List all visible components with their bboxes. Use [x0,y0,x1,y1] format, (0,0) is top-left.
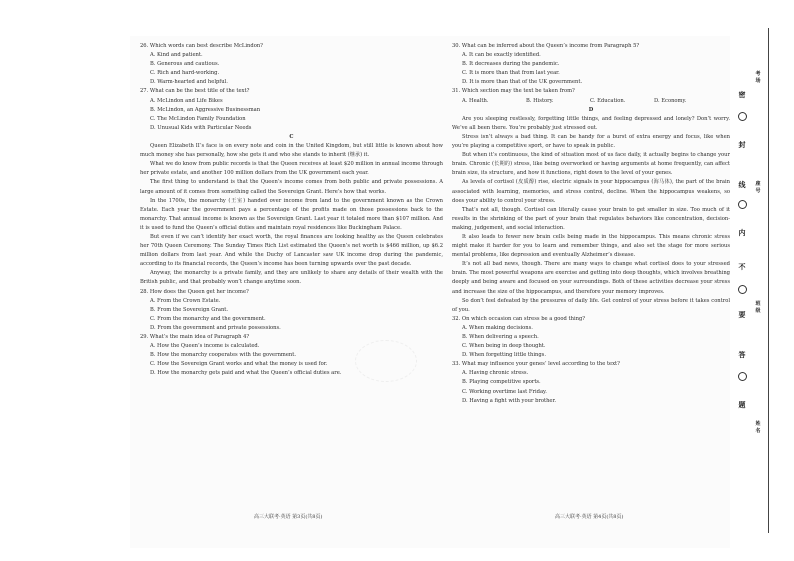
option-27c: C. The McLindon Family Foundation [150,115,246,122]
binding-circle-icon [738,285,747,294]
option-33c: C. Working overtime last Friday. [462,388,547,395]
binding-char: 不 [738,262,746,271]
paragraph: It also leads to fewer new brain cells being made in the hippocampus. This means chronic stress might make it harder for you to learn and remember things, and also set the stage for more serious mental problems, like depression and eventually Alzheimer’s disease. [452,233,730,259]
paragraph: But when it’s continuous, the kind of situation most of us face daily, it actually begins to change your brain. Chronic (长期的) stress, like being overworked or having arguments at home frequently, can affect brain size, its structure, and how it functions, right down to the level of your genes. [452,152,730,177]
option-29a: A. How the Queen’s income is calculated. [150,343,260,350]
binding-circle-icon [738,112,747,121]
option-32c: C. When being in deep thought. [462,343,546,350]
option-27a: A. McLindon and Life Bikes [150,97,223,104]
option-26b: B. Generous and cautious. [150,61,220,68]
binding-circle-icon [738,372,747,381]
option-33b: B. Playing competitive sports. [462,379,541,386]
option-32b: B. When delivering a speech. [462,334,539,340]
option-26d: D. Warm-hearted and helpful. [150,79,228,86]
paragraph: So don’t feel defeated by the pressures of daily life. Get control of your stress before it takes control of you. [452,297,730,313]
binding-char: 要 [738,310,746,319]
binding-label: 姓名 [755,421,761,434]
question-33: 33. What may influence your genes’ level according to the text? [452,361,620,368]
paragraph: In the 1700s, the monarchy (王室) handed over income from land to the government known as the Crown Estate. Each year the government pays a percentage of the profits made on those possessions back to the monarchy. That annual income is known as the Sovereign Grant. Last year it totaled more than $107 million. And it is used to fund the Queen’s official duties and maintain royal residences like Buckingham Palace. [140,197,443,231]
option-31c: C. Education. [590,97,626,104]
paragraph: Stress isn’t always a bad thing. It can be handy for a burst of extra energy and focus, like when you’re playing a competitive sport, or have to speak in public. [452,133,730,150]
paragraph: It’s not all bad news, though. There are many ways to change what cortisol does to your stressed brain. The most powerful weapons are exercise and getting into deep thoughts, which involves breathing deeply and being aware and focused on your surroundings. Both of these activities decrease your stress and increase the size of the hippocampus, and therefore your memory improves. [452,261,730,295]
question-31: 31. Which section may the text be taken from? [452,88,575,95]
paragraph: As levels of cortisol (皮质醇) rise, electric signals in your hippocampus (海马体), the part of the brain associated with learning, memories, and stress control, decline. When the hippocampus weakens, so does your ability to control your stress. [452,179,730,204]
option-30d: D. It is more than that of the UK government. [462,79,583,86]
option-31d: D. Economy. [654,97,687,104]
paragraph: But even if we can’t identify her exact worth, the royal finances are looking healthy as the Queen celebrates her 70th Queen Ceremony. The Sunday Times Rich List estimated the Queen’s net worth is $466 million, up $6.2 million dollars from last year. And while the Duchy of Lancaster saw UK income drop during the pandemic, according to its financial records, the Queen’s income has been turning upwards over the past decade. [140,233,443,268]
option-28a: A. From the Crown Estate. [150,297,221,304]
paragraph: Anyway, the monarchy is a private family, and they are unlikely to share any details of their wealth with the British public, and that probably won’t change anytime soon. [140,270,443,286]
binding-char: 线 [738,180,746,189]
option-30b: B. It decreases during the pandemic. [462,61,560,68]
binding-circle-icon [738,200,747,209]
option-29c: C. How the Sovereign Grant works and what the money is used for. [150,361,328,368]
option-33a: A. Having chronic stress. [462,370,529,377]
binding-char: 内 [738,228,746,237]
binding-char: 密 [738,90,746,99]
option-29b: B. How the monarchy cooperates with the government. [150,352,296,359]
question-28: 28. How does the Queen get her income? [140,288,249,295]
binding-char: 题 [738,400,746,409]
option-26a: A. Kind and patient. [150,52,203,59]
paragraph: What we do know from public records is that the Queen receives at least $20 million in annual income through her private estate, and another 100 million dollars from the UK government each year. [140,161,443,177]
option-27d: D. Unusual Kids with Particular Needs [150,124,252,131]
option-30c: C. It is more than that from last year. [462,70,560,77]
question-30: 30. What can be inferred about the Queen’s income from Paragraph 5? [452,43,640,49]
binding-line [768,28,769,533]
option-32d: D. When forgetting little things. [462,352,546,359]
page-footer-left: 高三大联考·英语 第3页(共8页) [254,514,323,520]
question-27: 27. What can be the best title of the text? [140,88,250,95]
option-32a: A. When making decisions. [462,324,533,331]
option-30a: A. It can be exactly identified. [462,52,541,59]
option-28c: C. From the monarchy and the government. [150,315,266,322]
paragraph: The first thing to understand is that the Queen’s income comes from both public and private possessions. A large amount of it comes from something called the Sovereign Grant. Here’s how that works. [140,179,443,195]
option-31b: B. History. [526,97,554,104]
paragraph: Queen Elizabeth II’s face is on every note and coin in the United Kingdom, but still little is known about how much money she has personally, how she gets it and who she stands to inherit (继承) it. [140,143,443,159]
question-32: 32. On which occasion can stress be a good thing? [452,315,586,322]
question-31-options [452,97,730,106]
option-33d: D. Having a fight with your brother. [462,397,557,404]
binding-char: 答 [738,350,746,359]
binding-label: 座号 [755,181,761,194]
left-column [140,42,443,378]
passage-label-d: D [588,106,594,113]
binding-label: 考场 [755,71,761,84]
binding-char: 封 [738,140,746,149]
option-28b: B. From the Sovereign Grant. [150,306,229,313]
option-29d: D. How the monarchy gets paid and what the Queen’s official duties are. [150,370,342,377]
right-column [452,42,730,406]
paragraph: That’s not all, though. Cortisol can literally cause your brain to get smaller in size. Too much of it results in the shrinking of the part of your brain that regulates behaviors like concentration, decision-making, judgement, and social interaction. [452,206,730,231]
question-29: 29. What’s the main idea of Paragraph 4? [140,334,250,340]
page-footer-right: 高三大联考·英语 第4页(共8页) [555,514,624,520]
option-28d: D. From the government and private possessions. [150,324,281,331]
option-31a: A. Health. [462,97,489,104]
option-26c: C. Rich and hard-working. [150,70,220,77]
paragraph: Are you sleeping restlessly, forgetting little things, and feeling depressed and lonely? Don’t worry. We’ve all been there. You’re probably just stressed out. [452,115,730,131]
question-26: 26. Which words can best describe McLindon? [140,43,263,49]
option-27b: B. McLindon, an Aggressive Businessman [150,106,261,113]
passage-label-c: C [289,133,294,140]
binding-label: 班级 [755,301,761,314]
